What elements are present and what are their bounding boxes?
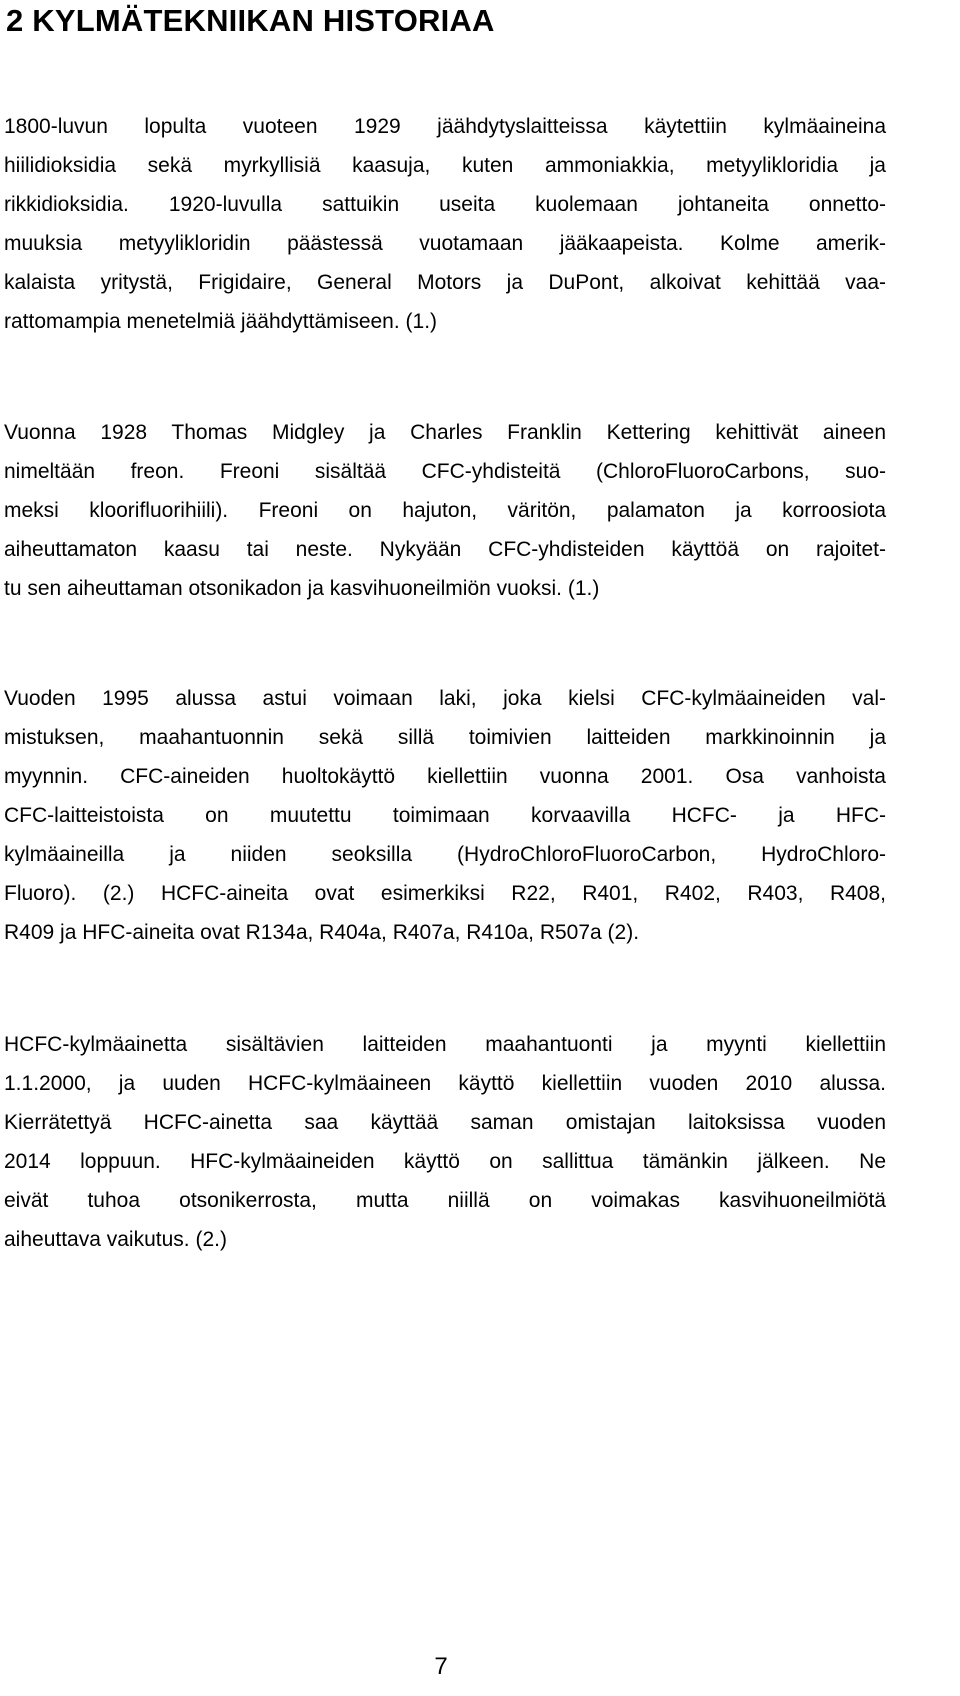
text-line: rattomampia menetelmiä jäähdyttämiseen. (1.) — [4, 310, 438, 333]
page-number: 7 — [434, 1653, 448, 1680]
text-line: Vuonna 1928 Thomas Midgley ja Charles Franklin Kettering kehittivät aineen — [4, 421, 886, 444]
paragraph-1 — [4, 107, 886, 341]
text-line: nimeltään freon. Freoni sisältää CFC-yhdisteitä (ChloroFluoroCarbons, suo- — [4, 460, 886, 483]
text-line: aiheuttava vaikutus. (2.) — [4, 1228, 227, 1251]
text-line: meksi kloorifluorihiili). Freoni on hajuton, väritön, palamaton ja korroosiota — [4, 499, 886, 522]
paragraph-4 — [4, 1025, 886, 1259]
text-line: hiilidioksidia sekä myrkyllisiä kaasuja, kuten ammoniakkia, metyylikloridia ja — [4, 154, 886, 177]
text-line: tu sen aiheuttaman otsonikadon ja kasvihuoneilmiön vuoksi. (1.) — [4, 577, 600, 600]
text-line: Kierrätettyä HCFC-ainetta saa käyttää saman omistajan laitoksissa vuoden — [4, 1111, 886, 1134]
text-line: Fluoro). (2.) HCFC-aineita ovat esimerkiksi R22, R401, R402, R403, R408, — [4, 882, 886, 905]
paragraph-2 — [4, 413, 886, 608]
text-line: R409 ja HFC-aineita ovat R134a, R404a, R407a, R410a, R507a (2). — [4, 921, 640, 944]
text-line: 2014 loppuun. HFC-kylmäaineiden käyttö on sallittua tämänkin jälkeen. Ne — [4, 1150, 886, 1173]
text-line: CFC-laitteistoista on muutettu toimimaan korvaavilla HCFC- ja HFC- — [4, 804, 886, 827]
text-line: myynnin. CFC-aineiden huoltokäyttö kiellettiin vuonna 2001. Osa vanhoista — [4, 765, 886, 788]
paragraph-3 — [4, 679, 886, 952]
text-line: mistuksen, maahantuonnin sekä sillä toimivien laitteiden markkinoinnin ja — [4, 726, 886, 749]
text-line: kylmäaineilla ja niiden seoksilla (HydroChloroFluoroCarbon, HydroChloro- — [4, 843, 886, 866]
text-line: Vuoden 1995 alussa astui voimaan laki, joka kielsi CFC-kylmäaineiden val- — [4, 687, 886, 710]
text-line: eivät tuhoa otsonikerrosta, mutta niillä on voimakas kasvihuoneilmiötä — [4, 1189, 886, 1212]
page-title: 2 KYLMÄTEKNIIKAN HISTORIAA — [6, 3, 495, 38]
text-line: 1800-luvun lopulta vuoteen 1929 jäähdytyslaitteissa käytettiin kylmäaineina — [4, 115, 886, 138]
text-line: muuksia metyylikloridin päästessä vuotamaan jääkaapeista. Kolme amerik- — [4, 232, 886, 255]
text-line: kalaista yritystä, Frigidaire, General Motors ja DuPont, alkoivat kehittää vaa- — [4, 271, 886, 294]
text-line: rikkidioksidia. 1920-luvulla sattuikin useita kuolemaan johtaneita onnetto- — [4, 193, 886, 216]
text-line: HCFC-kylmäainetta sisältävien laitteiden maahantuonti ja myynti kiellettiin — [4, 1033, 886, 1056]
text-line: 1.1.2000, ja uuden HCFC-kylmäaineen käyttö kiellettiin vuoden 2010 alussa. — [4, 1072, 886, 1095]
text-line: aiheuttamaton kaasu tai neste. Nykyään CFC-yhdisteiden käyttöä on rajoitet- — [4, 538, 886, 561]
